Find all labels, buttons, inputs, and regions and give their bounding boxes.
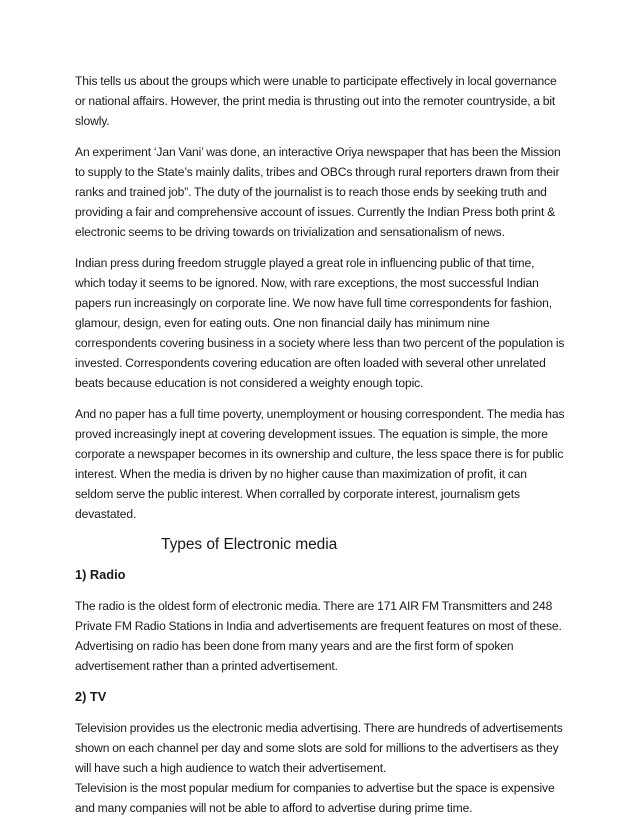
paragraph-tv-1: Television provides us the electronic media advertising. There are hundreds of advertisements shown on each channel per day and some slots are sold for millions to the advertisers as they will have such a high audience to watch their advertisement. xyxy=(75,721,563,775)
paragraph-governance: This tells us about the groups which were unable to participate effectively in local governance or national affairs. However, the print media is thrusting out into the remoter countryside, a bit slowly. xyxy=(75,74,557,128)
paragraph-jan-vani: An experiment ‘Jan Vani’ was done, an interactive Oriya newspaper that has been the Mission to supply to the State’s mainly dalits, tribes and OBCs through rural reporters drawn from their ranks and trained job”. The duty of the journalist is to reach those ends by seeking truth and providing a fair and comprehensive account of issues. Currently the Indian Press both print & electronic seems to be driving towards on trivialization and sensationalism of news. xyxy=(75,145,561,239)
document-page xyxy=(75,71,567,829)
heading-radio: 1) Radio xyxy=(75,567,126,582)
paragraph-freedom-struggle: Indian press during freedom struggle played a great role in influencing public of that time, which today it seems to be ignored. Now, with rare exceptions, the most successful Indian papers run increasingly on corporate line. We now have full time correspondents for fashion, glamour, design, even for eating outs. One non financial daily has minimum nine correspondents covering business in a society where less than two percent of the population is invested. Correspondents covering education are often loaded with several other unrelated beats because education is not considered a weighty enough topic. xyxy=(75,256,565,390)
paragraph-radio: The radio is the oldest form of electronic media. There are 171 AIR FM Transmitters and 248 Private FM Radio Stations in India and advertisements are frequent features on most of these. Advertising on radio has been done from many years and are the first form of spoken advertisement rather than a printed advertisement. xyxy=(75,599,562,673)
paragraph-tv-2: Television is the most popular medium for companies to advertise but the space is expensive and many companies will not be able to afford to advertise during prime time. xyxy=(75,781,555,815)
section-title-electronic-media: Types of Electronic media xyxy=(161,536,338,553)
paragraph-poverty-correspondent: And no paper has a full time poverty, unemployment or housing correspondent. The media has proved increasingly inept at covering development issues. The equation is simple, the more corporate a newspaper becomes in its ownership and culture, the less space there is for public interest. When the media is driven by no higher cause than maximization of profit, it can seldom serve the public interest. When corralled by corporate interest, journalism gets devastated. xyxy=(75,407,565,521)
heading-tv: 2) TV xyxy=(75,689,107,704)
